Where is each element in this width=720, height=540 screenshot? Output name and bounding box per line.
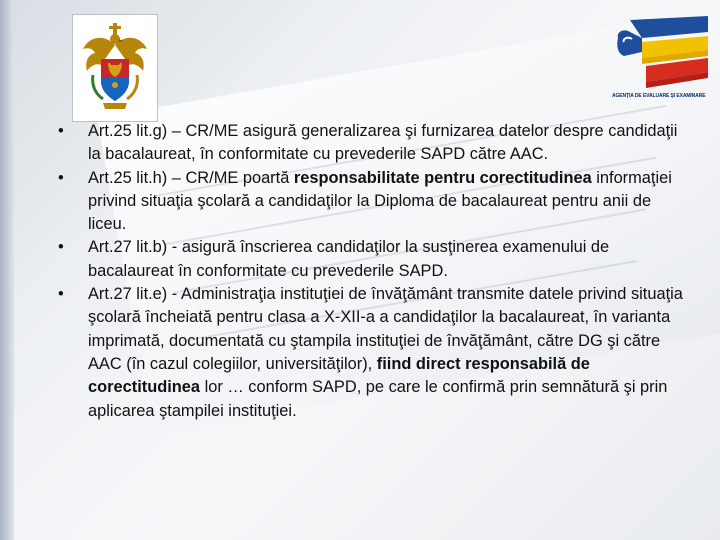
- bullet-marker: •: [58, 122, 64, 140]
- bullet-list-content: [52, 120, 692, 423]
- bullet-marker: •: [58, 168, 64, 187]
- left-accent-bar: [0, 0, 14, 540]
- list-item: [52, 283, 692, 423]
- bullet-text: lor … conform SAPD, pe care le confirmă prin semnătură şi prin aplicarea ştampilei instituţiei.: [88, 378, 668, 420]
- bullet-marker: •: [58, 285, 64, 304]
- agency-books-logo-icon: [610, 12, 710, 106]
- bullet-text: Art.25 lit.h) – CR/ME poartă: [88, 168, 294, 187]
- moldova-coat-of-arms-icon: [72, 14, 158, 122]
- bullet-text: informaţiei privind situaţia şcolară a candidaţilor la Diploma de bacalaureat pentru anii de liceu.: [88, 168, 672, 234]
- bullet-marker: •: [58, 238, 64, 257]
- list-item: [52, 167, 692, 237]
- bullet-text: Art.27 lit.e) - Administraţia instituţiei de învăţământ transmite datele privind situaţia şcolară încheiată pentru clasa a X-XII-a a candidaţilor la bacalaureat, în varianta imprimată, documentată cu ştampila instituţiei de învăţământ, către DG şi către AAC (în cazul colegiilor, universităţilor),: [88, 285, 683, 373]
- bullet-emphasis: fiind direct responsabilă de corectitudinea: [88, 354, 590, 397]
- bullet-text: Art.27 lit.b) - asigură înscrierea candidaţilor la susţinerea examenului de bacalaureat în conformitate cu prevederile SAPD.: [88, 238, 610, 280]
- bullet-text: Art.25 lit.g) – CR/ME asigură generalizarea şi furnizarea datelor despre candidaţii la bacalaureat, în conformitate cu prevederile SAPD către AAC.: [88, 122, 678, 164]
- list-item: [52, 236, 692, 283]
- list-item: [52, 120, 692, 167]
- agency-caption: AGENŢIA DE EVALUARE ŞI EXAMINARE: [612, 93, 706, 99]
- bullet-emphasis: responsabilitate pentru corectitudinea: [293, 168, 592, 187]
